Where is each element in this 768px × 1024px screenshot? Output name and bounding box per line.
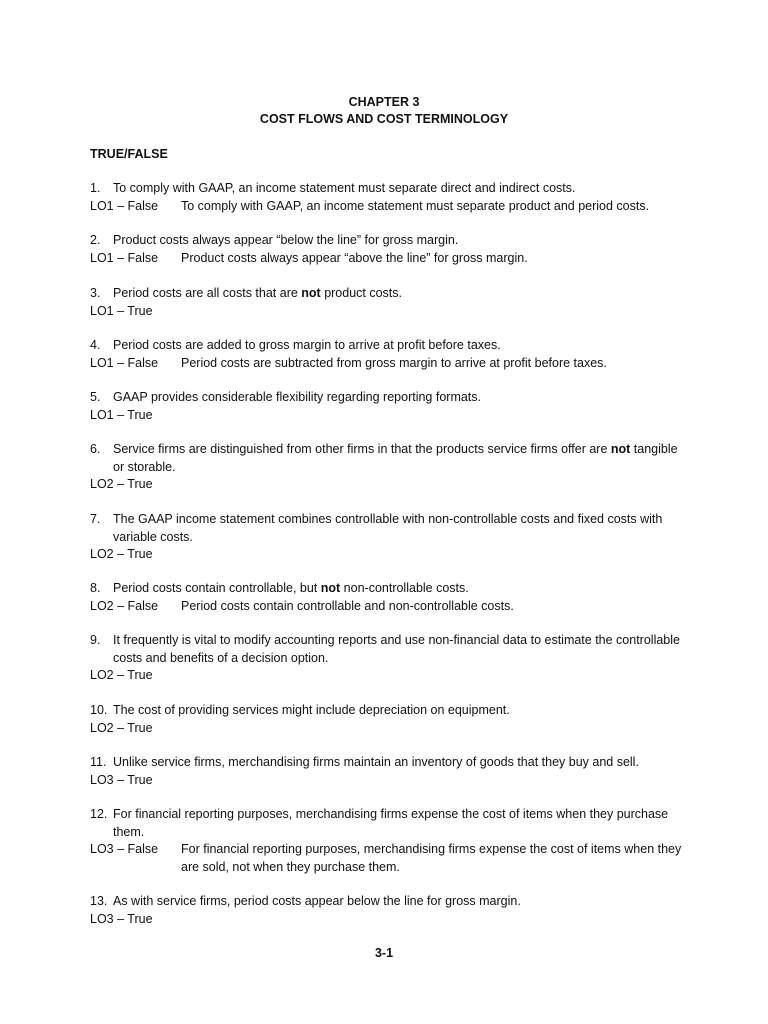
question-line — [90, 511, 690, 546]
question-item — [90, 232, 690, 267]
answer-key: LO3 – False — [90, 842, 159, 856]
answer-key: LO1 – True — [90, 303, 153, 318]
answer-key: LO1 – False — [90, 355, 159, 370]
question-item — [90, 702, 690, 737]
question-item — [90, 806, 690, 876]
section-heading: TRUE/FALSE — [90, 147, 168, 161]
question-line — [90, 441, 690, 476]
question-number: 6. — [90, 442, 101, 456]
question-number: 12. — [90, 807, 108, 821]
question-text: It frequently is vital to modify accounting reports and use non-financial data to estimate the controllable costs and benefits of a decision option. — [113, 633, 680, 665]
answer-line — [90, 355, 690, 373]
answer-line — [90, 667, 690, 685]
answer-line — [90, 841, 690, 876]
answer-key: LO2 – True — [90, 720, 153, 735]
question-line — [90, 180, 690, 198]
question-line — [90, 702, 690, 720]
answer-line — [90, 303, 690, 321]
answer-explanation: To comply with GAAP, an income statement must separate product and period costs. — [181, 198, 650, 213]
question-number: 4. — [90, 338, 101, 352]
question-item — [90, 632, 690, 685]
question-number: 10. — [90, 703, 108, 717]
page-number: 3-1 — [374, 946, 394, 960]
question-text: As with service firms, period costs appear below the line for gross margin. — [113, 894, 521, 908]
question-number: 7. — [90, 512, 101, 526]
question-text: Period costs are added to gross margin to arrive at profit before taxes. — [113, 338, 501, 352]
question-number: 2. — [90, 233, 101, 247]
answer-explanation: For financial reporting purposes, merchandising firms expense the cost of items when they are sold, not when they purchase them. — [181, 842, 682, 874]
question-text: Service firms are distinguished from other firms in that the products service firms offer are not tangible or storable. — [113, 442, 678, 474]
question-text: Period costs are all costs that are not product costs. — [113, 286, 403, 300]
question-number: 8. — [90, 581, 101, 595]
answer-key: LO2 – True — [90, 547, 153, 561]
answer-explanation: Period costs are subtracted from gross margin to arrive at profit before taxes. — [181, 355, 607, 370]
answer-explanation: Product costs always appear “above the line” for gross margin. — [181, 250, 528, 265]
question-number: 1. — [90, 181, 101, 195]
question-item — [90, 337, 690, 372]
answer-line — [90, 720, 690, 738]
question-text: Period costs contain controllable, but not non-controllable costs. — [113, 581, 469, 595]
chapter-title: COST FLOWS AND COST TERMINOLOGY — [259, 112, 509, 126]
answer-line — [90, 250, 690, 268]
question-item — [90, 285, 690, 320]
question-line — [90, 285, 690, 303]
question-item — [90, 754, 690, 789]
question-line — [90, 806, 690, 841]
answer-key: LO2 – True — [90, 668, 153, 682]
question-text: The cost of providing services might include depreciation on equipment. — [113, 703, 510, 717]
question-item — [90, 180, 690, 215]
question-text: To comply with GAAP, an income statement must separate direct and indirect costs. — [113, 181, 576, 195]
question-text: The GAAP income statement combines controllable with non-controllable costs and fixed costs with variable costs. — [113, 512, 663, 544]
question-item — [90, 441, 690, 494]
answer-key: LO1 – True — [90, 407, 153, 422]
question-item — [90, 580, 690, 615]
answer-line — [90, 407, 690, 425]
question-number: 9. — [90, 633, 101, 647]
answer-explanation: Period costs contain controllable and non-controllable costs. — [181, 598, 514, 613]
chapter-label: CHAPTER 3 — [348, 95, 420, 109]
question-line — [90, 580, 690, 598]
answer-key: LO3 – True — [90, 772, 153, 787]
answer-line — [90, 911, 690, 929]
answer-key: LO3 – True — [90, 911, 153, 926]
question-line — [90, 389, 690, 407]
question-line — [90, 232, 690, 250]
question-line — [90, 893, 690, 911]
question-number: 5. — [90, 390, 101, 404]
question-item — [90, 893, 690, 928]
question-number: 11. — [90, 755, 107, 769]
question-line — [90, 754, 690, 772]
answer-key: LO1 – False — [90, 250, 159, 265]
question-line — [90, 632, 690, 667]
question-text: For financial reporting purposes, merchandising firms expense the cost of items when they purchase them. — [113, 807, 669, 839]
question-text: Unlike service firms, merchandising firms maintain an inventory of goods that they buy and sell. — [113, 755, 639, 769]
question-item — [90, 511, 690, 564]
answer-key: LO1 – False — [90, 198, 159, 213]
answer-line — [90, 198, 690, 216]
question-text: GAAP provides considerable flexibility regarding reporting formats. — [113, 390, 482, 404]
question-item — [90, 389, 690, 424]
question-text: Product costs always appear “below the line” for gross margin. — [113, 233, 459, 247]
answer-line — [90, 546, 690, 564]
question-number: 3. — [90, 286, 101, 300]
answer-key: LO2 – False — [90, 598, 159, 613]
answer-line — [90, 476, 690, 494]
answer-line — [90, 598, 690, 616]
answer-key: LO2 – True — [90, 477, 153, 491]
question-number: 13. — [90, 894, 108, 908]
answer-line — [90, 772, 690, 790]
question-line — [90, 337, 690, 355]
